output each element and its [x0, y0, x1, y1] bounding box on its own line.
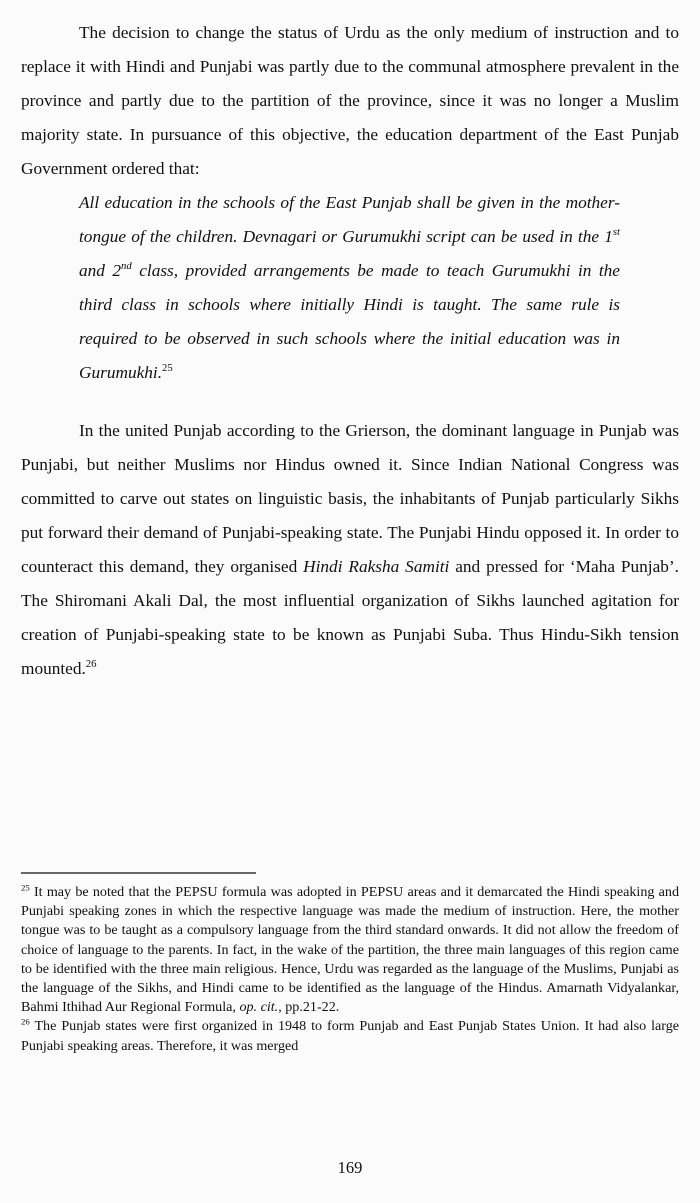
body-paragraph-2-part-1: In the united Punjab according to the Grierson, the dominant language in Punjab was Punjabi, but neither Muslims nor Hindus owned it. Since Indian National Congress was committed to carve out states on linguistic basis, the inhabitants of Punjab particularly Sikhs put forward their demand of Punjabi-speaking state. The Punjabi Hindu opposed it. In order to counteract this demand, they organised — [21, 421, 679, 576]
block-quote-text-part-3: class, provided arrangements be made to teach Gurumukhi in the third class in schools where initially Hindi is taught. The same rule is required to be observed in such schools where the initial education was in Gurumukhi. — [79, 261, 620, 382]
block-quote — [21, 186, 679, 390]
footnote-area — [21, 872, 679, 1056]
footnote-25 — [21, 883, 679, 1017]
ordinal-suffix-second: nd — [121, 260, 132, 273]
footnote-reference-26[interactable]: 26 — [85, 658, 97, 671]
footnote-reference-25[interactable]: 25 — [162, 362, 173, 375]
paragraph-spacer — [21, 390, 679, 414]
footnote-26-text-part-1: The Punjab states were first organized in 1948 to form Punjab and East Punjab States Union. It had also large Punjabi speaking areas. Therefore, it was merged — [21, 1018, 679, 1054]
footnote-25-italic-op-cit: op. cit. — [239, 999, 279, 1016]
block-quote-text-part-2: and 2 — [79, 261, 122, 280]
block-quote-text-part-1: All education in the schools of the East Punjab shall be given in the mother-tongue of the children. Devnagari or Gurumukhi script can be used in the 1 — [79, 193, 620, 246]
body-paragraph-2 — [21, 414, 679, 686]
page-number: 169 — [337, 1158, 363, 1177]
ordinal-suffix-first: st — [612, 226, 620, 239]
footnote-number-26: 26 — [21, 1016, 30, 1027]
footnote-25-text-part-1: It may be noted that the PEPSU formula was adopted in PEPSU areas and it demarcated the Hindi speaking and Punjabi speaking zones in which the respective language was made the medium of instruction. Here, the mother tongue was to be taught as a compulsory language from the third standard onwards. It did not allow the freedom of choice of language to the parents. In fact, in the wake of the partition, the three main languages of this region came to be identified with the three main religious. Hence, Urdu was regarded as the language of the Muslims, Punjabi as the language of the Sikhs, and Hindi came to be identified as the language of the Hindus. Amarnath Vidyalankar, Bahmi Ithihad Aur Regional Formula, — [21, 884, 679, 1016]
footnote-number-25: 25 — [21, 882, 30, 893]
footnote-26 — [21, 1017, 679, 1055]
footnote-25-text-part-2: , pp.21-22. — [278, 999, 340, 1016]
footnote-separator-rule — [21, 872, 256, 874]
body-paragraph-2-part-2: and pressed for ‘Maha Punjab’. The Shiromani Akali Dal, the most influential organization of Sikhs launched agitation for creation of Punjabi-speaking state to be known as Punjabi Suba. Thus Hindu-Sikh tension mounted. — [21, 557, 679, 678]
body-paragraph-1: The decision to change the status of Urdu as the only medium of instruction and to replace it with Hindi and Punjabi was partly due to the communal atmosphere prevalent in the province and partly due to the partition of the province, since it was no longer a Muslim majority state. In pursuance of this objective, the education department of the East Punjab Government ordered that: — [21, 23, 679, 178]
italic-title-hindi-raksha-samiti: Hindi Raksha Samiti — [303, 557, 450, 576]
